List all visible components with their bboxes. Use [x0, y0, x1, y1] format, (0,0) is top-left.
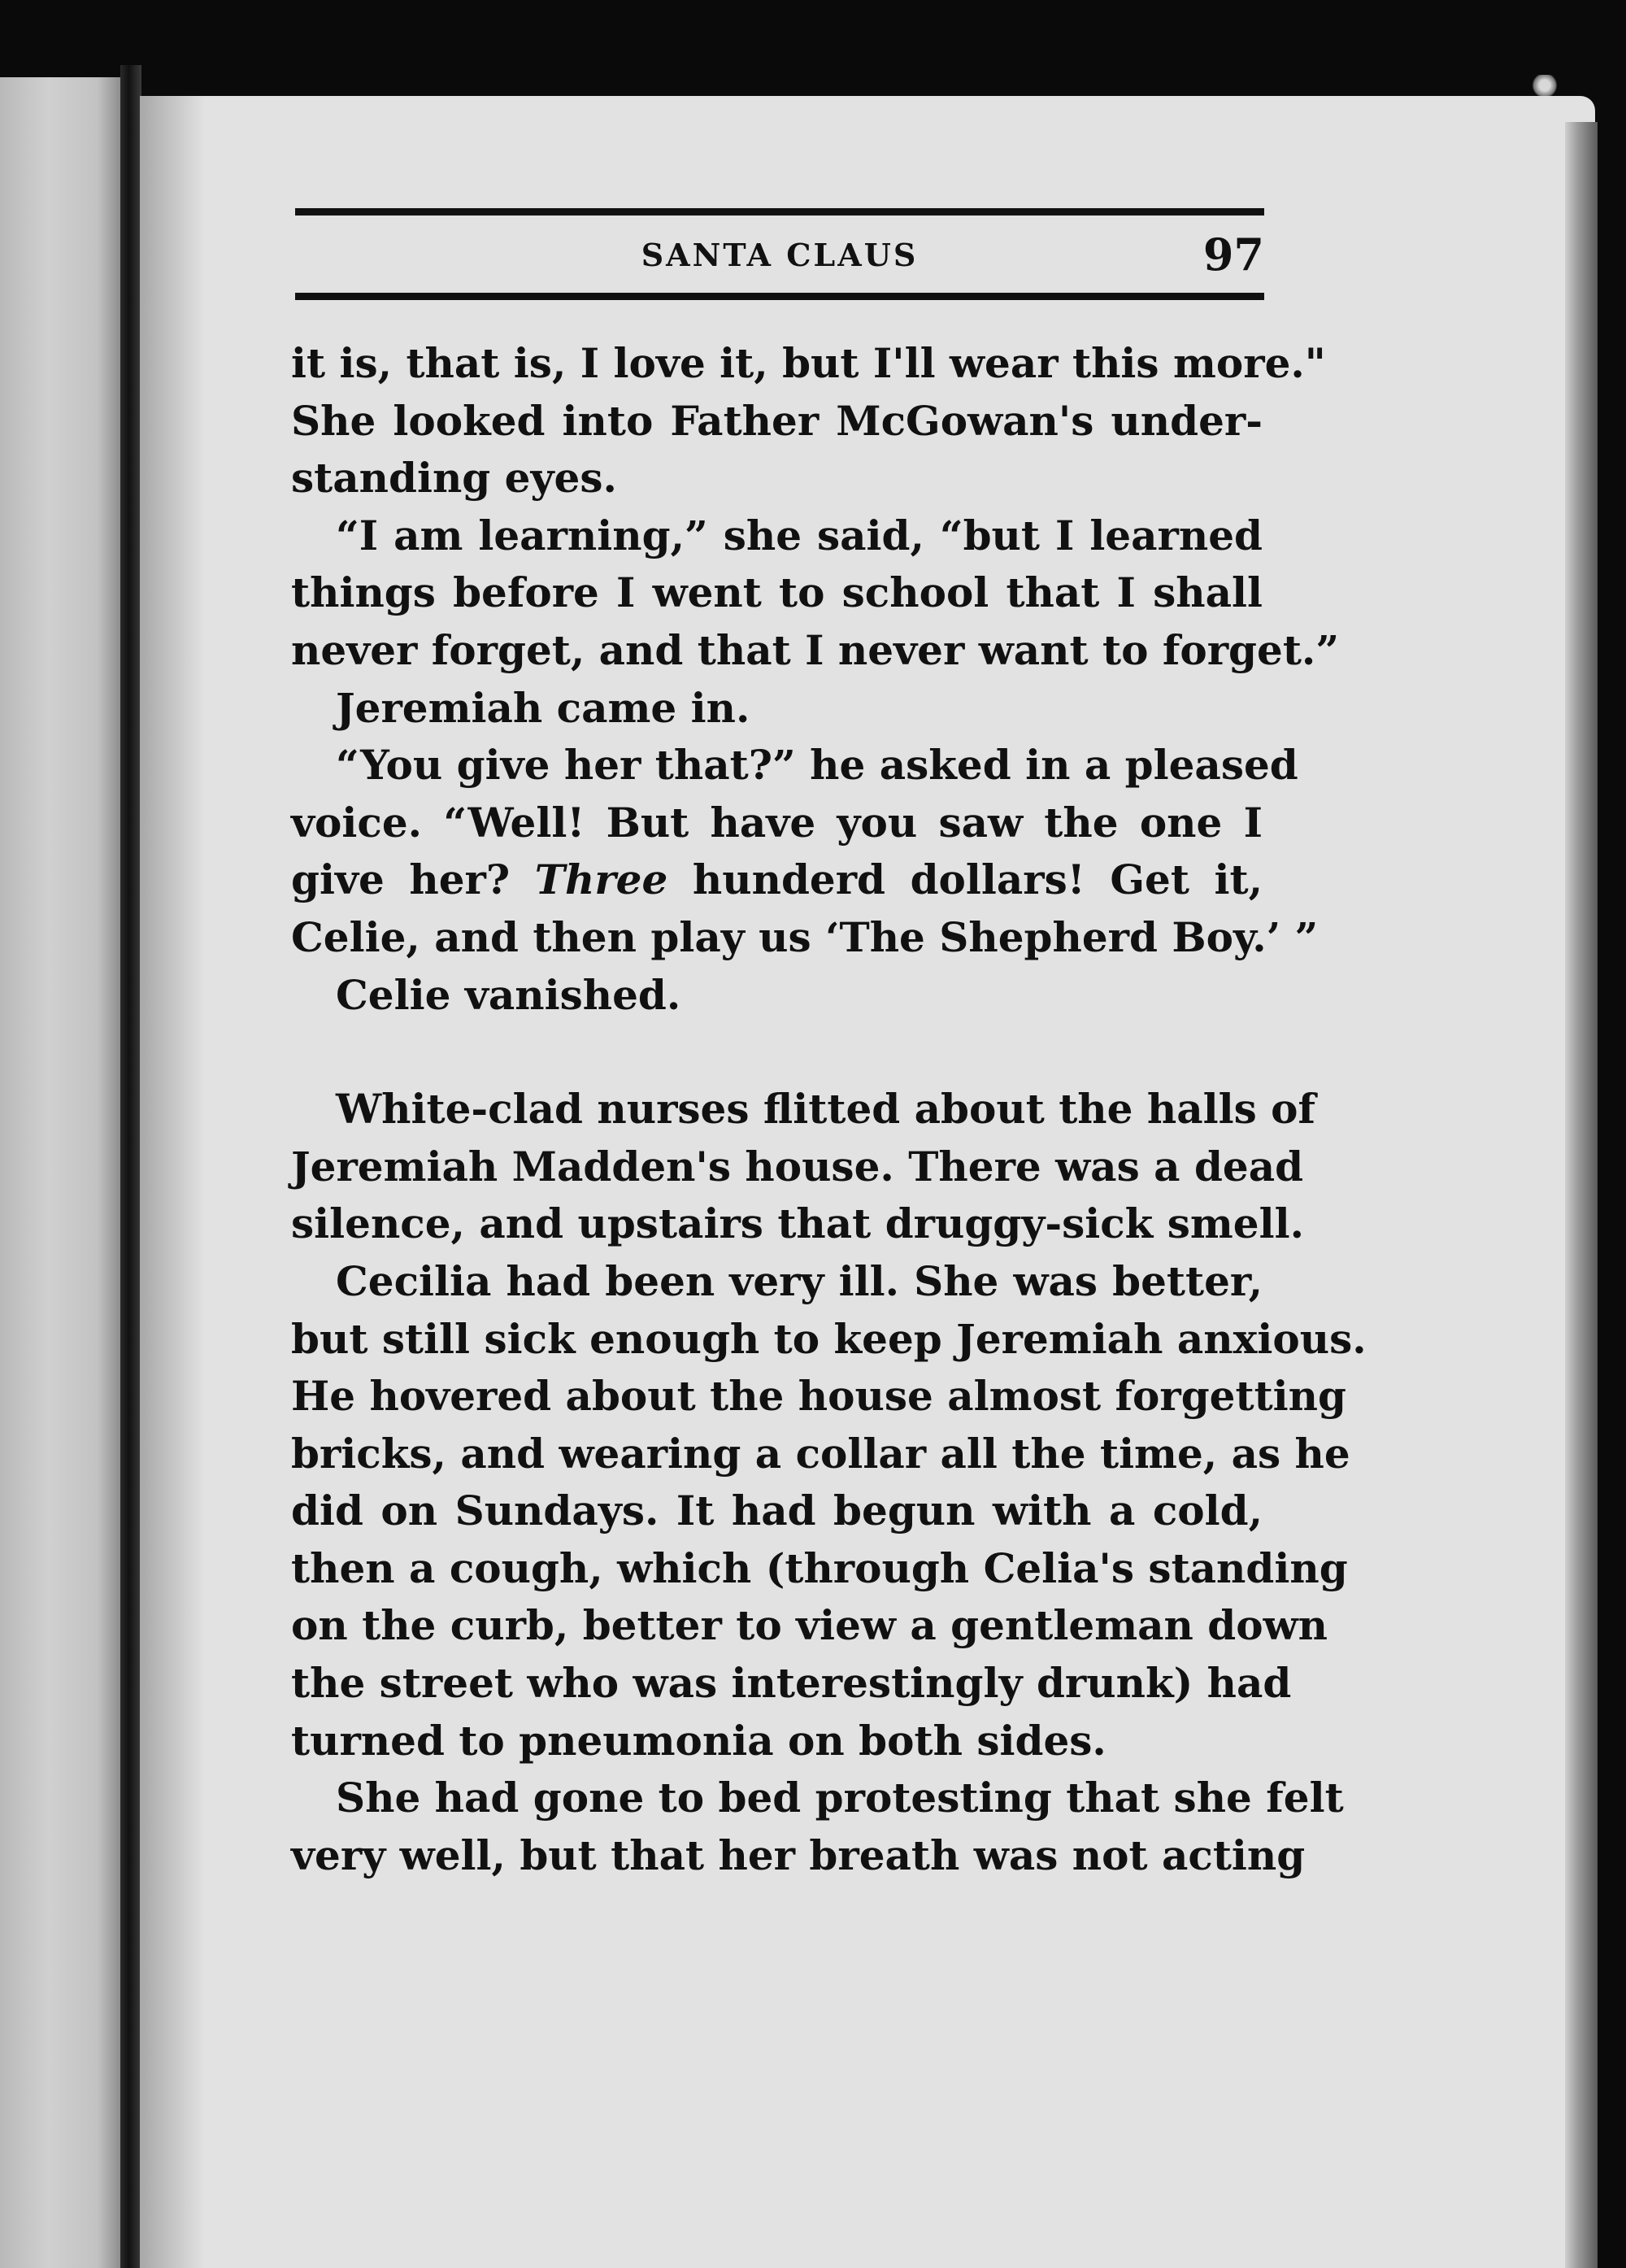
- text-line: did on Sundays. It had begun with a cold,: [291, 1487, 1263, 1535]
- section-break: [291, 1024, 1263, 1081]
- text-line: standing eyes.: [291, 454, 617, 503]
- italic-word: Three: [534, 855, 668, 904]
- text-line: She had gone to bed protesting that she felt: [336, 1774, 1344, 1822]
- text-line: “You give her that?” he asked in a pleased: [336, 741, 1298, 790]
- text-line: She looked into Father McGowan's under-: [291, 396, 1263, 445]
- text-line: [291, 851, 1263, 909]
- book-gutter: [120, 65, 141, 2268]
- text-line: “I am learning,” she said, “but I learned: [336, 511, 1263, 559]
- text-line: White-clad nurses flitted about the halls of: [336, 1085, 1316, 1134]
- text-line: never forget, and that I never want to forget.”: [291, 625, 1340, 674]
- previous-page-edge: [0, 77, 122, 2268]
- running-title: SANTA CLAUS: [641, 237, 919, 273]
- text-run: give her?: [291, 855, 535, 904]
- text-line: but still sick enough to keep Jeremiah anxious.: [291, 1314, 1367, 1363]
- text-line: the street who was interestingly drunk) had: [291, 1659, 1292, 1708]
- scan-speck: [1530, 75, 1559, 96]
- text-line: silence, and upstairs that druggy-sick smell.: [291, 1199, 1304, 1248]
- text-line: Celie, and then play us ‘The Shepherd Boy.’ ”: [291, 912, 1319, 961]
- text-line: turned to pneumonia on both sides.: [291, 1716, 1106, 1765]
- text-line: Celie vanished.: [336, 970, 681, 1019]
- text-line: very well, but that her breath was not acting: [291, 1831, 1306, 1879]
- text-line: on the curb, better to view a gentleman down: [291, 1601, 1328, 1650]
- page-number: 97: [1202, 229, 1264, 281]
- text-line: He hovered about the house almost forgetting: [291, 1372, 1346, 1421]
- text-line: it is, that is, I love it, but I'll wear this more.": [291, 339, 1326, 387]
- page-fore-edge: [1565, 122, 1598, 2268]
- body-text: [291, 335, 1367, 1884]
- header-rule-top: [295, 208, 1264, 215]
- text-line: Jeremiah Madden's house. There was a dead: [291, 1142, 1304, 1191]
- text-line: things before I went to school that I shall: [291, 568, 1263, 617]
- text-line: voice. “Well! But have you saw the one I: [291, 798, 1263, 847]
- text-line: bricks, and wearing a collar all the time, as he: [291, 1429, 1350, 1478]
- text-line: then a cough, which (through Celia's standing: [291, 1543, 1348, 1592]
- text-line: Jeremiah came in.: [336, 683, 750, 732]
- text-line: Cecilia had been very ill. She was better,: [336, 1256, 1263, 1305]
- text-run: hunderd dollars! Get it,: [667, 855, 1263, 904]
- running-head: [295, 229, 1264, 281]
- header-rule-bottom: [295, 293, 1264, 300]
- page-shadow: [140, 96, 205, 2268]
